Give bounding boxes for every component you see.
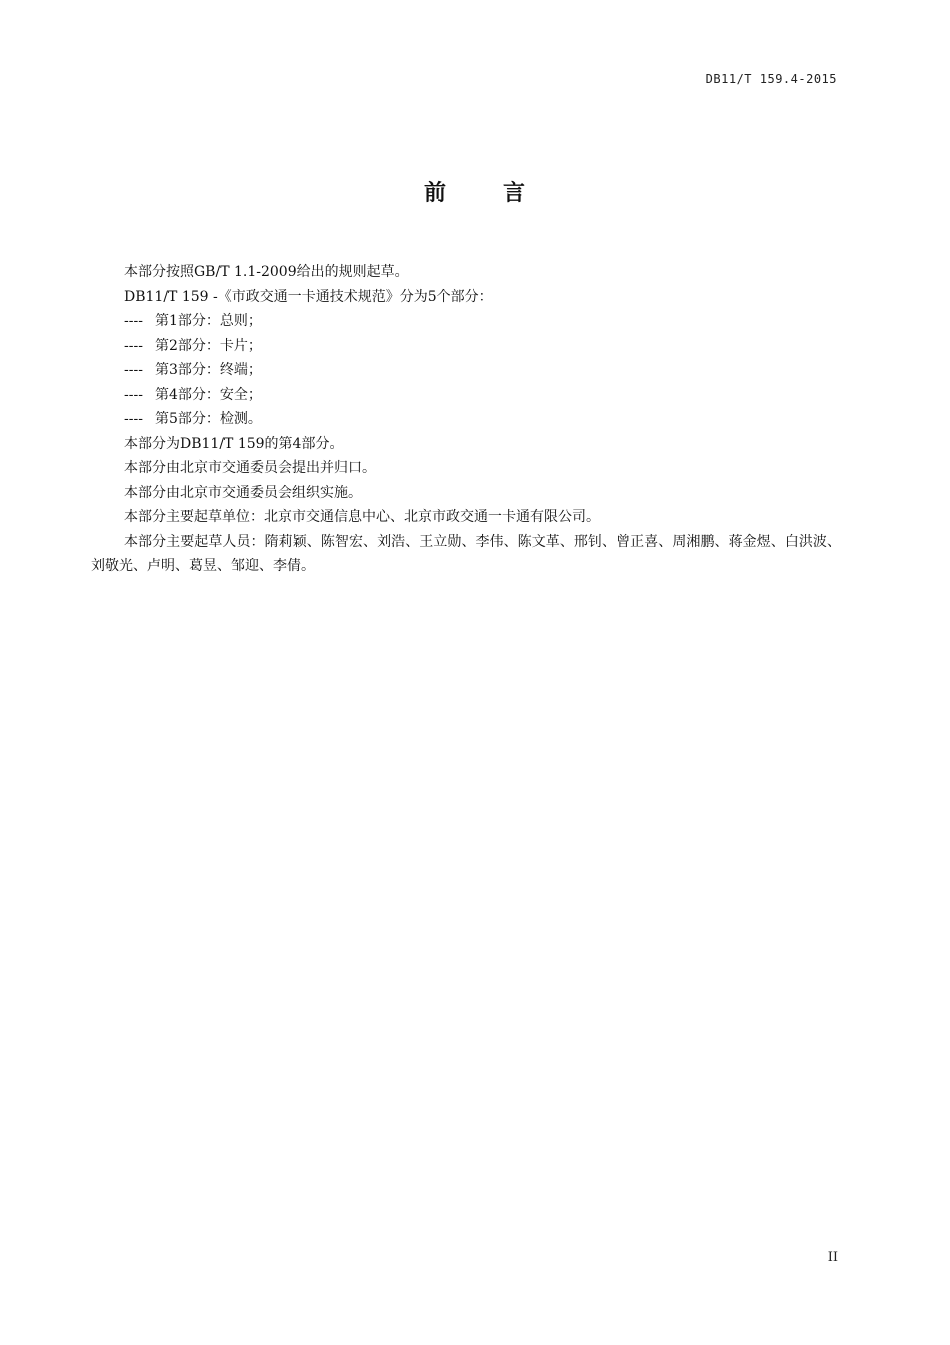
- list-dash: ----: [124, 313, 143, 329]
- list-dash: ----: [124, 337, 143, 354]
- paragraph-implemented-by: 本部分由北京市交通委员会组织实施。: [124, 484, 362, 501]
- list-item: [91, 358, 841, 383]
- list-item: [91, 334, 841, 359]
- page-number: II: [827, 1250, 838, 1265]
- list-item-text: 第2部分：卡片；: [155, 337, 262, 354]
- list-dash: ----: [124, 362, 143, 378]
- paragraph-drafting-rules: 本部分按照GB/T 1.1-2009给出的规则起草。: [124, 264, 409, 280]
- paragraph-drafting-units: 本部分主要起草单位：北京市交通信息中心、北京市政交通一卡通有限公司。: [124, 509, 600, 525]
- paragraph-parts-intro: DB11/T 159 -《市政交通一卡通技术规范》分为5个部分：: [124, 288, 493, 305]
- title-char-1: 前: [423, 181, 447, 206]
- list-dash: ----: [124, 386, 143, 403]
- paragraph-drafters: 本部分主要起草人员：隋莉颖、陈智宏、刘浩、王立勋、李伟、陈文革、邢钊、曾正喜、周湘鹏、蒋金煜、白洪波、刘敬光、卢明、葛昱、邹迎、李倩。: [91, 533, 841, 574]
- list-item-text: 第3部分：终端；: [155, 362, 262, 378]
- page-title: [0, 176, 950, 207]
- list-item-text: 第5部分：检测。: [155, 411, 262, 427]
- list-item: [91, 407, 841, 432]
- title-char-2: 言: [503, 181, 527, 206]
- foreword-content: [91, 260, 841, 579]
- list-item-text: 第4部分：安全；: [155, 386, 262, 403]
- list-item-text: 第1部分：总则；: [155, 313, 262, 329]
- paragraph-proposed-by: 本部分由北京市交通委员会提出并归口。: [124, 460, 376, 476]
- list-item: [91, 383, 841, 408]
- document-code: DB11/T 159.4-2015: [705, 72, 837, 86]
- paragraph-this-part: 本部分为DB11/T 159的第4部分。: [124, 435, 344, 452]
- list-dash: ----: [124, 411, 143, 427]
- list-item: [91, 309, 841, 334]
